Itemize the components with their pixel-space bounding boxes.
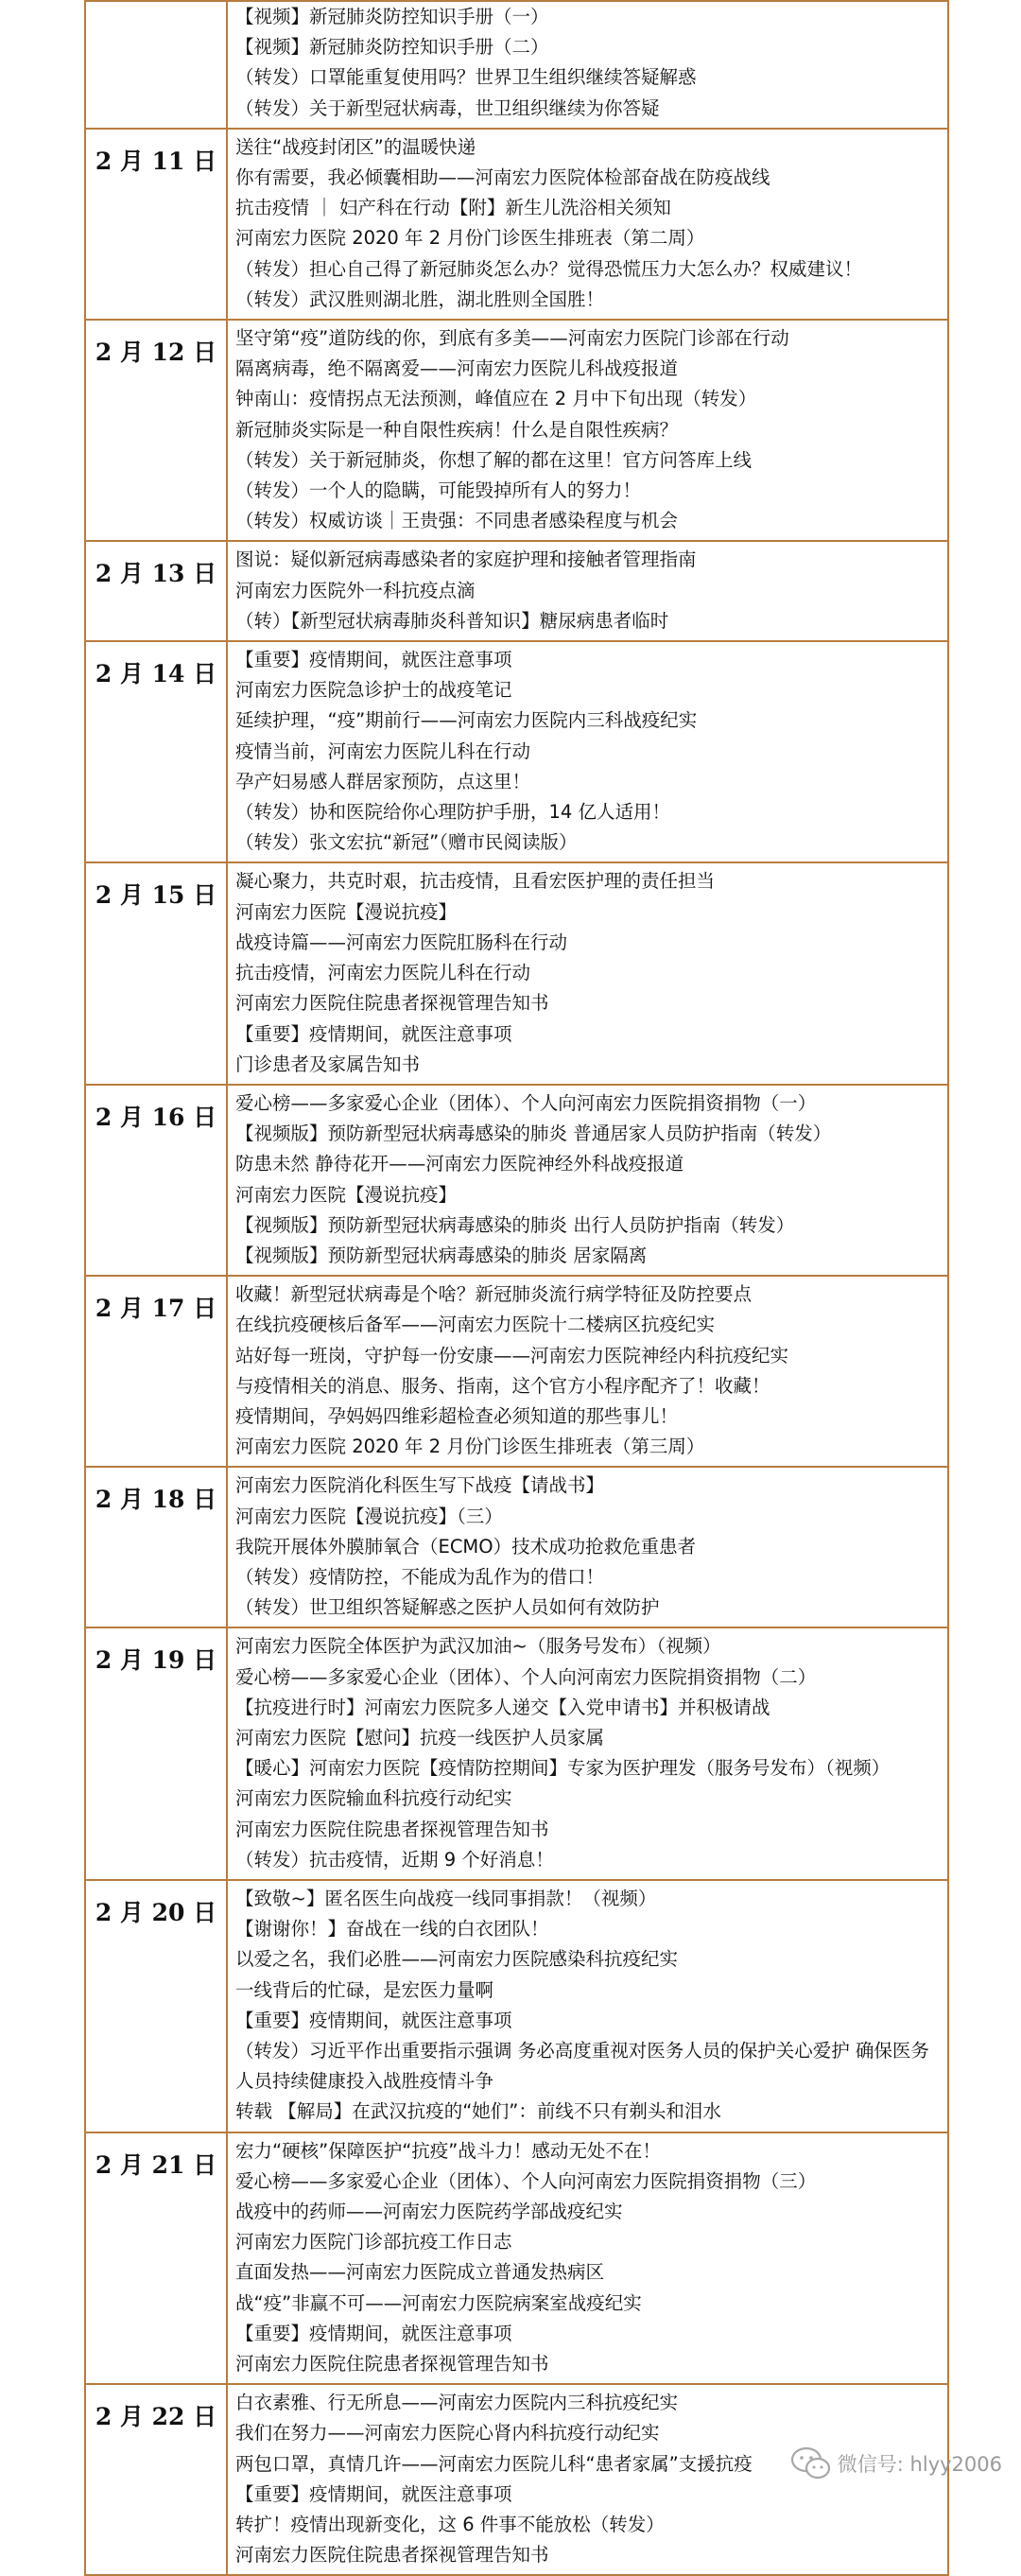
- watermark-text: 微信号: hlyy2006: [837, 2453, 1002, 2476]
- article-title[interactable]: 河南宏力医院【漫说抗疫】: [235, 1183, 458, 1206]
- date-cell: 2 月 13 日: [85, 541, 227, 641]
- articles-cell: [227, 1627, 948, 1880]
- article-title[interactable]: 河南宏力医院全体医护为武汉加油~（服务号发布）（视频）: [235, 1635, 721, 1658]
- article-title[interactable]: 河南宏力医院【漫说抗疫】: [235, 900, 458, 923]
- table-row: [85, 641, 948, 862]
- article-title[interactable]: 河南宏力医院门诊部抗疫工作日志: [235, 2231, 512, 2254]
- article-title[interactable]: 河南宏力医院外一科抗疫点滴: [235, 579, 476, 601]
- date-cell: [85, 1, 227, 129]
- article-title[interactable]: 【重要】疫情期间，就医注意事项: [235, 649, 512, 671]
- article-title[interactable]: （转发）一个人的隐瞒，可能毁掉所有人的努力！: [235, 479, 642, 502]
- article-title[interactable]: （转发）习近平作出重要指示强调 务必高度重视对医务人员的保护关心爱护 确保医务人员持续健康投入战胜疫情斗争: [235, 2040, 929, 2093]
- article-title[interactable]: 宏力“硬核”保障医护“抗疫”战斗力！感动无处不在！: [235, 2139, 661, 2162]
- article-title[interactable]: 疫情当前，河南宏力医院儿科在行动: [235, 740, 531, 762]
- article-title[interactable]: 白衣素雅、行无所息——河南宏力医院内三科抗疫纪实: [235, 2392, 679, 2414]
- table-row: [85, 1276, 948, 1467]
- date-cell: 2 月 21 日: [85, 2132, 227, 2385]
- table-row: [85, 862, 948, 1084]
- articles-cell: [227, 862, 948, 1084]
- article-title[interactable]: 【重要】疫情期间，就医注意事项: [235, 2009, 512, 2031]
- article-title[interactable]: 我院开展体外膜肺氧合（ECMO）技术成功抢救危重患者: [235, 1535, 697, 1558]
- article-title[interactable]: 战疫中的药师——河南宏力医院药学部战疫纪实: [235, 2201, 623, 2223]
- article-title[interactable]: （转发）担心自己得了新冠肺炎怎么办？觉得恐慌压力大怎么办？权威建议！: [235, 257, 863, 280]
- articles-cell: [227, 1, 948, 129]
- article-title[interactable]: 战疫诗篇——河南宏力医院肛肠科在行动: [235, 931, 568, 953]
- article-title[interactable]: 我们在努力——河南宏力医院心肾内科抗疫行动纪实: [235, 2422, 660, 2445]
- table-row: [85, 129, 948, 320]
- article-title[interactable]: 河南宏力医院住院患者探视管理告知书: [235, 2353, 549, 2376]
- article-title[interactable]: 【重要】疫情期间，就医注意事项: [235, 2482, 512, 2505]
- article-title[interactable]: 河南宏力医院输血科抗疫行动纪实: [235, 1787, 512, 1810]
- article-title[interactable]: 河南宏力医院住院患者探视管理告知书: [235, 2544, 549, 2567]
- article-title[interactable]: 【抗疫进行时】河南宏力医院多人递交【入党申请书】并积极请战: [235, 1696, 770, 1718]
- article-title[interactable]: （转发）协和医院给你心理防护手册，14 亿人适用！: [235, 801, 671, 824]
- date-cell: 2 月 18 日: [85, 1467, 227, 1627]
- article-title[interactable]: 疫情期间，孕妈妈四维彩超检查必须知道的那些事儿！: [235, 1404, 679, 1427]
- article-title[interactable]: 【视频版】预防新型冠状病毒感染的肺炎 出行人员防护指南（转发）: [235, 1213, 795, 1236]
- table-row: [85, 1085, 948, 1276]
- article-title[interactable]: （转发）武汉胜则湖北胜，湖北胜则全国胜！: [235, 287, 605, 310]
- articles-cell: [227, 1880, 948, 2132]
- table-row: [85, 541, 948, 641]
- article-title[interactable]: 隔离病毒，绝不隔离爱——河南宏力医院儿科战疫报道: [235, 357, 679, 380]
- article-title[interactable]: 河南宏力医院【慰问】抗疫一线医护人员家属: [235, 1726, 605, 1749]
- article-title[interactable]: （转发）关于新冠肺炎，你想了解的都在这里！官方问答库上线: [235, 448, 753, 471]
- article-title[interactable]: （转发）口罩能重复使用吗？世界卫生组织继续答疑解惑: [235, 66, 697, 89]
- article-title[interactable]: （转发）疫情防控，不能成为乱作为的借口！: [235, 1565, 605, 1588]
- articles-cell: [227, 2132, 948, 2385]
- date-cell: 2 月 14 日: [85, 641, 227, 862]
- articles-cell: [227, 1276, 948, 1467]
- article-title[interactable]: 转扩！疫情出现新变化，这 6 件事不能放松（转发）: [235, 2514, 665, 2536]
- article-title[interactable]: 门诊患者及家属告知书: [235, 1053, 421, 1075]
- table-row: [85, 1, 948, 129]
- article-title[interactable]: 爱心榜——多家爱心企业（团体）、个人向河南宏力医院捐资捐物（一）: [235, 1091, 817, 1114]
- articles-cell: [227, 541, 948, 641]
- date-cell: 2 月 22 日: [85, 2384, 227, 2575]
- article-title[interactable]: 站好每一班岗，守护每一份安康——河南宏力医院神经内科抗疫纪实: [235, 1344, 789, 1366]
- article-title[interactable]: 你有需要，我必倾囊相助——河南宏力医院体检部奋战在防疫战线: [235, 166, 770, 189]
- date-cell: 2 月 12 日: [85, 320, 227, 541]
- article-title[interactable]: 河南宏力医院急诊护士的战疫笔记: [235, 679, 512, 702]
- wechat-watermark: [790, 2446, 1002, 2480]
- article-title[interactable]: 坚守第“疫”道防线的你，到底有多美——河南宏力医院门诊部在行动: [235, 327, 789, 350]
- articles-cell: [227, 1467, 948, 1627]
- article-title[interactable]: 河南宏力医院住院患者探视管理告知书: [235, 992, 549, 1015]
- article-title[interactable]: 凝心聚力，共克时艰，抗击疫情，且看宏医护理的责任担当: [235, 870, 716, 893]
- article-title[interactable]: 河南宏力医院住院患者探视管理告知书: [235, 1818, 549, 1840]
- table-row: [85, 2132, 948, 2385]
- article-title[interactable]: 河南宏力医院 2020 年 2 月份门诊医生排班表（第三周）: [235, 1436, 705, 1458]
- date-cell: 2 月 11 日: [85, 129, 227, 320]
- article-title[interactable]: 转载 【解局】在武汉抗疫的“她们”：前线不只有剃头和泪水: [235, 2100, 721, 2123]
- article-title[interactable]: 爱心榜——多家爱心企业（团体）、个人向河南宏力医院捐资捐物（三）: [235, 2169, 817, 2192]
- table-row: [85, 1627, 948, 1880]
- article-title[interactable]: 【致敬~】匿名医生向战疫一线同事捐款！（视频）: [235, 1887, 657, 1909]
- article-title[interactable]: 【视频版】预防新型冠状病毒感染的肺炎 居家隔离: [235, 1244, 648, 1266]
- article-title[interactable]: （转发）抗击疫情，近期 9 个好消息！: [235, 1848, 554, 1871]
- article-title[interactable]: 两包口罩，真情几许——河南宏力医院儿科“患者家属”支援抗疫: [235, 2452, 753, 2475]
- article-title[interactable]: 河南宏力医院 2020 年 2 月份门诊医生排班表（第二周）: [235, 227, 705, 250]
- article-title[interactable]: 抗击疫情 ｜ 妇产科在行动【附】新生儿洗浴相关须知: [235, 197, 671, 219]
- table-row: [85, 1467, 948, 1627]
- article-title[interactable]: 图说：疑似新冠病毒感染者的家庭护理和接触者管理指南: [235, 548, 697, 571]
- article-title[interactable]: （转）【新型冠状病毒肺炎科普知识】糖尿病患者临时: [235, 609, 669, 632]
- article-title[interactable]: 【视频】新冠肺炎防控知识手册（二）: [235, 36, 549, 59]
- article-title[interactable]: 孕产妇易感人群居家预防，点这里！: [235, 770, 531, 792]
- date-cell: 2 月 20 日: [85, 1880, 227, 2132]
- article-title[interactable]: 送往“战疫封闭区”的温暖快递: [235, 135, 476, 158]
- articles-cell: [227, 129, 948, 320]
- article-title[interactable]: 直面发热——河南宏力医院成立普通发热病区: [235, 2261, 605, 2284]
- article-title[interactable]: 防患未然 静待花开——河南宏力医院神经外科战疫报道: [235, 1153, 684, 1175]
- article-title[interactable]: 【重要】疫情期间，就医注意事项: [235, 1022, 512, 1045]
- article-title[interactable]: 【暖心】河南宏力医院【疫情防控期间】专家为医护理发（服务号发布）（视频）: [235, 1757, 891, 1780]
- article-title[interactable]: （转发）张文宏抗“新冠”（赠市民阅读版）: [235, 831, 578, 854]
- article-title[interactable]: 在线抗疫硬核后备军——河南宏力医院十二楼病区抗疫纪实: [235, 1314, 716, 1336]
- article-title[interactable]: 钟南山：疫情拐点无法预测，峰值应在 2 月中下旬出现（转发）: [235, 388, 757, 410]
- article-title[interactable]: 爱心榜——多家爱心企业（团体）、个人向河南宏力医院捐资捐物（二）: [235, 1665, 817, 1688]
- article-title[interactable]: 新冠肺炎实际是一种自限性疾病！什么是自限性疾病？: [235, 418, 679, 441]
- wechat-icon: [790, 2446, 832, 2480]
- article-title[interactable]: 【视频】新冠肺炎防控知识手册（一）: [235, 6, 549, 27]
- article-title[interactable]: 【视频版】预防新型冠状病毒感染的肺炎 普通居家人员防护指南（转发）: [235, 1123, 832, 1145]
- article-title[interactable]: （转发）关于新型冠状病毒，世卫组织继续为你答疑: [235, 96, 660, 119]
- article-title[interactable]: 以爱之名，我们必胜——河南宏力医院感染科抗疫纪实: [235, 1948, 679, 1971]
- article-title[interactable]: 与疫情相关的消息、服务、指南，这个官方小程序配齐了！收藏！: [235, 1374, 770, 1397]
- article-title[interactable]: 河南宏力医院消化科医生写下战疫【请战书】: [235, 1474, 605, 1497]
- articles-cell: [227, 320, 948, 541]
- date-cell: 2 月 19 日: [85, 1627, 227, 1880]
- article-title[interactable]: 战“疫”非赢不可——河南宏力医院病案室战疫纪实: [235, 2291, 642, 2314]
- articles-cell: [227, 641, 948, 862]
- articles-cell: [227, 1085, 948, 1276]
- date-cell: 2 月 17 日: [85, 1276, 227, 1467]
- date-cell: 2 月 16 日: [85, 1085, 227, 1276]
- article-title[interactable]: 一线背后的忙碌，是宏医力量啊: [235, 1978, 494, 2001]
- table-row: [85, 320, 948, 541]
- article-title[interactable]: 延续护理，“疫”期前行——河南宏力医院内三科战疫纪实: [235, 709, 698, 732]
- article-title[interactable]: 【重要】疫情期间，就医注意事项: [235, 2322, 512, 2344]
- table-row: [85, 1880, 948, 2132]
- article-title[interactable]: 抗击疫情，河南宏力医院儿科在行动: [235, 962, 531, 984]
- article-title[interactable]: 【谢谢你！】奋战在一线的白衣团队！: [235, 1918, 549, 1941]
- date-cell: 2 月 15 日: [85, 862, 227, 1084]
- article-title[interactable]: （转发）世卫组织答疑解惑之医护人员如何有效防护: [235, 1596, 660, 1619]
- schedule-table: [84, 0, 949, 2576]
- article-title[interactable]: 收藏！新型冠状病毒是个啥？新冠肺炎流行病学特征及防控要点: [235, 1283, 753, 1306]
- article-title[interactable]: （转发）权威访谈｜王贵强：不同患者感染程度与机会: [235, 510, 679, 532]
- article-title[interactable]: 河南宏力医院【漫说抗疫】（三）: [235, 1505, 503, 1527]
- schedule-table-body: [85, 1, 948, 2575]
